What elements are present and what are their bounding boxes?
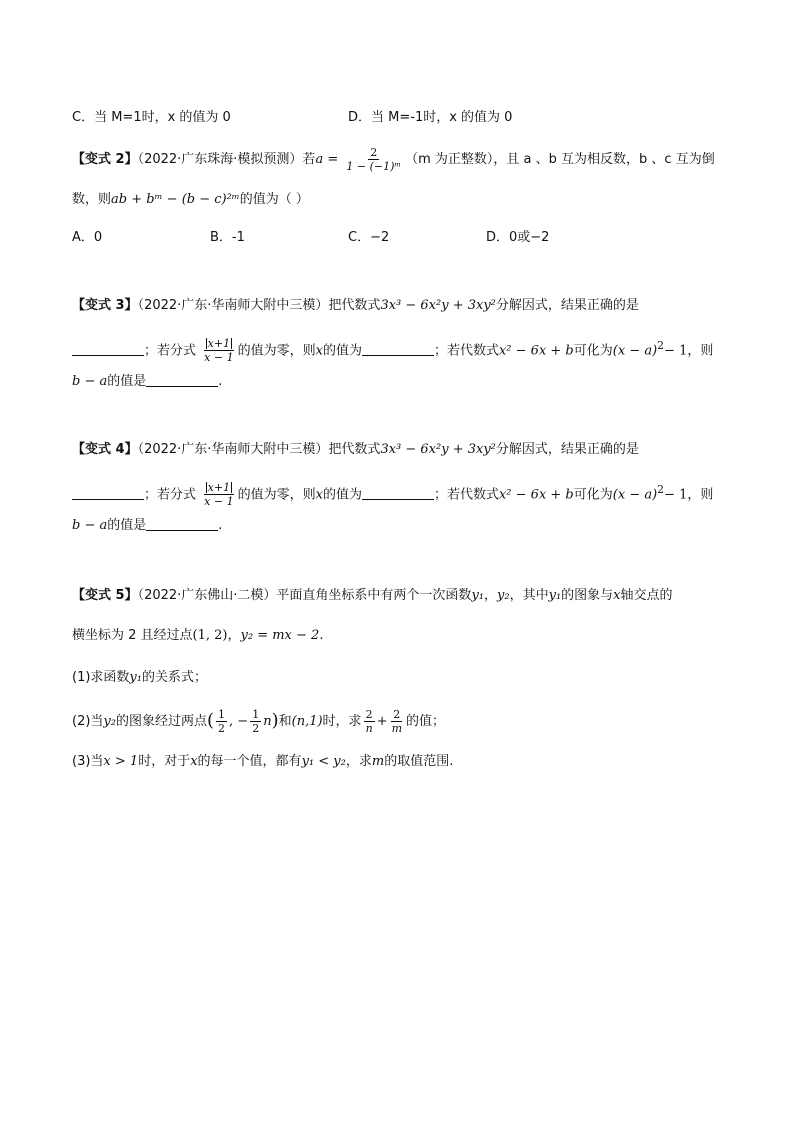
variant5-q3-a: (3)当 [72, 754, 104, 769]
variant3-l2a: ；若分式 [144, 343, 197, 359]
variant2-a-lhs: a = [315, 152, 339, 167]
variant5-q2-a: (2)当 [72, 714, 104, 729]
variant5-x-axis: x [613, 588, 621, 603]
variant4-form-exp: 2 [657, 483, 665, 496]
variant5-line2 [72, 626, 323, 646]
variant3-blank-1[interactable] [72, 341, 144, 356]
variant2-frac-den: 1 − (−1)ᵐ [346, 160, 402, 173]
variant4-l2e: 可化为 [573, 487, 613, 503]
variant5-q2-frac2-num: 1 [252, 708, 260, 721]
variant2-expr: ab + bᵐ − (b − c)²ᵐ [111, 192, 240, 207]
variant5-q2-frac1 [216, 708, 227, 735]
variant5-q1-b: 的关系式； [141, 670, 207, 685]
variant2-option-b: B．-1 [210, 230, 245, 245]
variant5-q2-y2: y₂ [103, 714, 116, 729]
variant2-option-b-wrap [210, 228, 245, 248]
variant3-form-exp: 2 [657, 339, 665, 352]
variant5-q2-b: 的图象经过两点 [115, 714, 207, 729]
variant4-l2c: 的值为 [322, 487, 362, 503]
variant2-line1 [72, 146, 715, 173]
variant5-q3-m: m [371, 754, 385, 769]
option-row-cd [72, 108, 231, 128]
variant4-frac-num-wrap [204, 481, 234, 495]
variant5-q2-frac1-num: 1 [218, 708, 226, 721]
variant2-option-c-wrap [348, 228, 389, 248]
variant4-poly: 3x³ − 6x²y + 3xy² [380, 442, 496, 457]
variant5-l2c: . [319, 628, 324, 643]
variant4-line1 [72, 440, 639, 460]
variant3-x: x [315, 343, 323, 359]
variant5-y1: y₁ [471, 588, 484, 603]
variant5-q2-frac3 [364, 708, 375, 735]
variant5-comma: ， [484, 588, 498, 603]
variant3-blank-2[interactable] [362, 341, 434, 356]
variant5-q2-and: 和 [278, 714, 292, 729]
option-d-wrap [348, 108, 512, 128]
variant5-q1-a: (1)求函数 [72, 670, 130, 685]
variant4-form: (x − a) [612, 487, 658, 503]
variant2-option-a: A．0 [72, 230, 103, 245]
variant3-poly2: x² − 6x + b [498, 343, 574, 359]
variant4-blank-3[interactable] [146, 516, 218, 531]
variant4-frac-num: x+1 [207, 481, 231, 495]
variant3-line3 [72, 372, 222, 392]
variant5-l2b: ， [227, 628, 241, 643]
variant3-line2 [72, 336, 713, 364]
variant2-option-d: D．0或−2 [486, 230, 550, 245]
variant4-line3 [72, 516, 222, 536]
variant5-y2-eq: y₂ = mx − 2 [240, 628, 320, 643]
variant4-l3-expr: b − a [72, 518, 108, 533]
variant5-source: （2022·广东佛山·二模）平面直角坐标系中有两个一次函数 [137, 588, 472, 603]
variant3-after-poly: 分解因式，结果正确的是 [495, 298, 639, 313]
variant5-l2a: 横坐标为 2 且经过点 [72, 628, 193, 643]
variant5-y1-b: y₁ [548, 588, 562, 603]
variant2-l2-post: 的值为（ ） [239, 192, 309, 207]
variant5-q3-c: 的每一个值，都有 [197, 754, 302, 769]
variant3-line1 [72, 296, 639, 316]
variant5-q1 [72, 668, 207, 688]
variant5-l1c: 的图象与 [561, 588, 614, 603]
variant4-x: x [315, 487, 323, 503]
variant3-fraction [202, 337, 235, 364]
variant3-l3-end: . [218, 374, 223, 389]
option-d: D．当 M=-1时，x 的值为 0 [348, 110, 513, 125]
variant3-l2d: ；若代数式 [433, 343, 499, 359]
variant3-l2b: 的值为零，则 [237, 343, 316, 359]
variant5-l1d: 轴交点的 [620, 588, 673, 603]
variant5-q3 [72, 752, 453, 772]
variant3-frac-den: x − 1 [204, 351, 234, 365]
variant4-l3-end: . [218, 518, 223, 533]
variant5-q2-frac4 [390, 708, 404, 735]
variant5-q3-cond: x > 1 [103, 754, 139, 769]
variant5-q3-ineq: y₁ < y₂ [301, 754, 346, 769]
variant3-source: （2022·广东·华南师大附中三模）把代数式 [137, 298, 381, 313]
variant5-q2-pt2: (n,1) [291, 714, 323, 729]
variant5-q2-mid: , − [229, 714, 249, 729]
variant4-l3-post: 的值是 [107, 518, 147, 533]
variant4-form-tail: − 1 [664, 487, 688, 503]
variant5-q2-plus: + [376, 714, 388, 729]
variant5-line1 [72, 586, 673, 606]
variant4-poly2: x² − 6x + b [498, 487, 574, 503]
variant4-blank-1[interactable] [72, 485, 144, 500]
variant5-q2 [72, 708, 445, 735]
variant4-blank-2[interactable] [362, 485, 434, 500]
variant4-source: （2022·广东·华南师大附中三模）把代数式 [137, 442, 381, 457]
variant4-l2b: 的值为零，则 [237, 487, 316, 503]
variant2-fraction [344, 146, 403, 173]
variant5-q2-frac4-den: m [391, 722, 402, 735]
variant3-l2c: 的值为 [322, 343, 362, 359]
variant5-tag: 【变式 5】 [72, 588, 138, 603]
variant5-point: (1, 2) [192, 628, 228, 643]
variant2-source: （2022·广东珠海·模拟预测）若 [137, 152, 316, 167]
variant2-option-c: C．−2 [348, 230, 390, 245]
variant4-frac-den: x − 1 [204, 495, 234, 509]
variant5-q2-d: 的值； [406, 714, 446, 729]
variant4-after-poly: 分解因式，结果正确的是 [495, 442, 639, 457]
variant5-q2-frac3-den: n [365, 722, 373, 735]
variant4-tag: 【变式 4】 [72, 442, 138, 457]
variant3-poly: 3x³ − 6x²y + 3xy² [380, 298, 496, 313]
variant5-q2-frac2 [250, 708, 261, 735]
variant5-q3-e: 的取值范围. [384, 754, 454, 769]
variant3-l3-expr: b − a [72, 374, 108, 389]
variant5-l1b: ，其中 [509, 588, 549, 603]
variant2-tag: 【变式 2】 [72, 152, 138, 167]
variant3-l2e: 可化为 [573, 343, 613, 359]
variant3-blank-3[interactable] [146, 372, 218, 387]
variant3-frac-num-wrap [204, 337, 234, 351]
variant5-y2: y₂ [497, 588, 510, 603]
variant4-l2a: ；若分式 [144, 487, 197, 503]
variant5-q2-rparen: ) [271, 710, 279, 731]
variant2-option-d-wrap [486, 228, 549, 248]
variant5-q2-frac4-num: 2 [393, 708, 401, 721]
variant2-mid: （m 为正整数），且 a 、b 互为相反数，b 、c 互为倒 [405, 152, 715, 167]
variant5-q2-n: n [263, 714, 272, 729]
variant3-frac-num: x+1 [207, 337, 231, 351]
variant3-l3-post: 的值是 [107, 374, 147, 389]
variant5-q1-y1: y₁ [129, 670, 142, 685]
variant2-options [72, 228, 102, 248]
variant4-l2d: ；若代数式 [433, 487, 499, 503]
variant5-q2-lparen: ( [207, 710, 215, 731]
variant3-tag: 【变式 3】 [72, 298, 138, 313]
variant5-q2-frac3-num: 2 [365, 708, 373, 721]
variant5-q2-frac1-den: 2 [218, 722, 226, 735]
variant2-l2-pre: 数，则 [72, 192, 112, 207]
variant4-l2f: ，则 [687, 487, 714, 503]
variant5-q3-x: x [190, 754, 198, 769]
variant5-q2-frac2-den: 2 [252, 722, 260, 735]
variant3-form-tail: − 1 [664, 343, 688, 359]
variant4-line2 [72, 480, 713, 508]
variant3-l2f: ，则 [687, 343, 714, 359]
option-c: C．当 M=1时，x 的值为 0 [72, 110, 231, 125]
variant4-fraction [202, 481, 235, 508]
variant5-q3-b: 时，对于 [138, 754, 191, 769]
variant2-frac-num: 2 [370, 146, 378, 159]
variant3-form: (x − a) [612, 343, 658, 359]
variant5-q2-c: 时，求 [322, 714, 362, 729]
variant5-q3-d: ，求 [345, 754, 372, 769]
variant2-line2 [72, 190, 309, 210]
